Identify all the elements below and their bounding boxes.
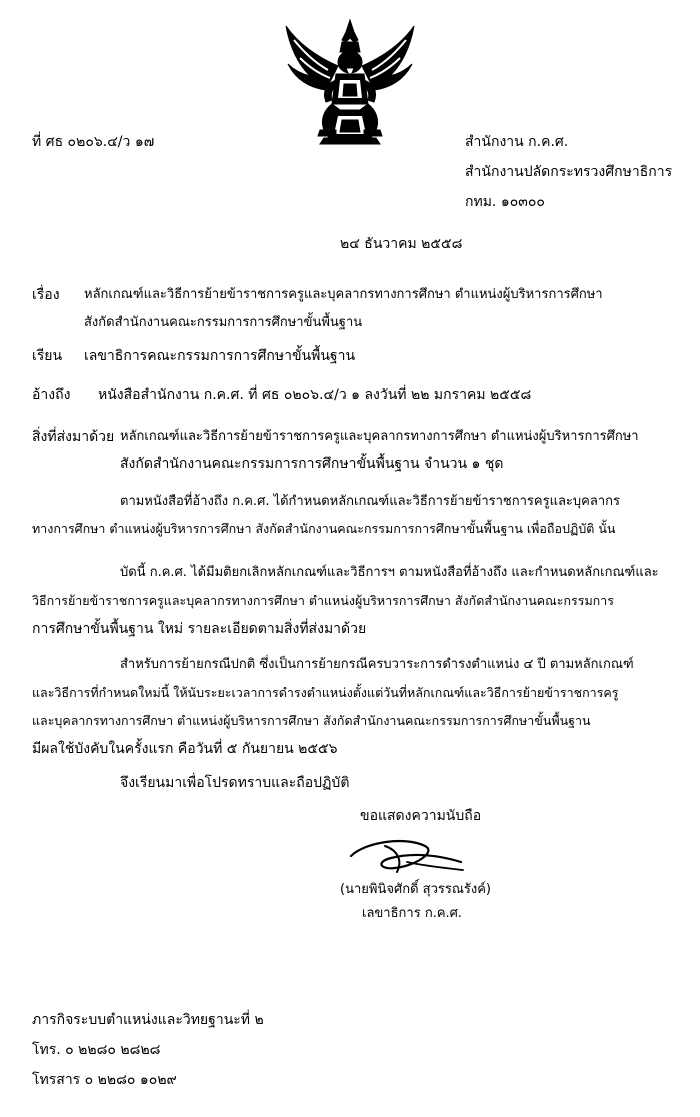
body-p1-line-1: ตามหนังสือที่อ้างถึง ก.ค.ศ. ได้กำหนดหลักเกณฑ์และวิธีการย้ายข้าราชการครูและบุคลากร	[120, 494, 620, 509]
footer-telephone: โทร. ๐ ๒๒๘๐ ๒๘๒๘	[32, 1042, 161, 1058]
body-p3-line-4: มีผลใช้บังคับในครั้งแรก คือวันที่ ๕ กันยายน ๒๕๕๖	[32, 741, 338, 757]
office-name: สำนักงาน ก.ค.ศ.	[465, 134, 569, 150]
subject-line-2: สังกัดสำนักงานคณะกรรมการการศึกษาขั้นพื้นฐาน	[84, 315, 363, 330]
handwritten-signature	[345, 832, 465, 877]
garuda-emblem	[280, 18, 420, 146]
footer-fax: โทรสาร ๐ ๒๒๘๐ ๑๐๒๙	[32, 1072, 177, 1088]
enclosure-label: สิ่งที่ส่งมาด้วย	[32, 429, 115, 445]
office-postcode: กทม. ๑๐๓๐๐	[465, 194, 545, 210]
subject-label: เรื่อง	[32, 287, 60, 303]
body-p3-line-1: สำหรับการย้ายกรณีปกติ ซึ่งเป็นการย้ายกรณีครบวาระการดำรงตำแหน่ง ๔ ปี ตามหลักเกณฑ์	[120, 657, 634, 672]
reference-value: หนังสือสำนักงาน ก.ค.ศ. ที่ ศธ ๐๒๐๖.๔/ว ๑ ลงวันที่ ๒๒ มกราคม ๒๕๕๘	[98, 387, 532, 403]
office-department: สำนักงานปลัดกระทรวงศึกษาธิการ	[465, 164, 673, 180]
salutation: ขอแสดงความนับถือ	[360, 808, 482, 824]
subject-line-1: หลักเกณฑ์และวิธีการย้ายข้าราชการครูและบุคลากรทางการศึกษา ตำแหน่งผู้บริหารการศึกษา	[84, 287, 603, 302]
body-p2-line-3: การศึกษาขั้นพื้นฐาน ใหม่ รายละเอียดตามสิ่งที่ส่งมาด้วย	[32, 621, 367, 637]
letter-date: ๒๔ ธันวาคม ๒๕๕๘	[340, 236, 463, 252]
recipient-value: เลขาธิการคณะกรรมการการศึกษาขั้นพื้นฐาน	[84, 348, 356, 364]
reference-number: ที่ ศธ ๐๒๐๖.๔/ว ๑๗	[32, 134, 155, 150]
signatory-position: เลขาธิการ ก.ค.ศ.	[362, 906, 463, 921]
body-p3-line-3: และบุคลากรทางการศึกษา ตำแหน่งผู้บริหารการศึกษา สังกัดสำนักงานคณะกรรมการการศึกษาขั้นพื้นฐาน	[32, 713, 591, 728]
enclosure-line-1: หลักเกณฑ์และวิธีการย้ายข้าราชการครูและบุคลากรทางการศึกษา ตำแหน่งผู้บริหารการศึกษา	[120, 429, 639, 444]
body-p2-line-2: วิธีการย้ายข้าราชการครูและบุคลากรทางการศึกษา ตำแหน่งผู้บริหารการศึกษา สังกัดสำนักงานคณะกรรมการ	[32, 593, 614, 608]
signatory-name: (นายพินิจศักดิ์ สุวรรณรังค์)	[340, 882, 492, 897]
closing-line: จึงเรียนมาเพื่อโปรดทราบและถือปฏิบัติ	[120, 775, 350, 791]
enclosure-line-2: สังกัดสำนักงานคณะกรรมการการศึกษาขั้นพื้นฐาน จำนวน ๑ ชุด	[120, 456, 504, 472]
body-p1-line-2: ทางการศึกษา ตำแหน่งผู้บริหารการศึกษา สังกัดสำนักงานคณะกรรมการการศึกษาขั้นพื้นฐาน เพื่อถือปฏิบัติ นั้น	[32, 521, 616, 536]
body-p3-line-2: และวิธีการที่กำหนดใหม่นี้ ให้นับระยะเวลาการดำรงตำแหน่งตั้งแต่วันที่หลักเกณฑ์และวิธีการย้ายข้าราชการครู	[32, 685, 619, 700]
reference-label: อ้างถึง	[32, 387, 71, 403]
body-p2-line-1: บัดนี้ ก.ค.ศ. ได้มีมติยกเลิกหลักเกณฑ์และวิธีการฯ ตามหนังสือที่อ้างถึง และกำหนดหลักเกณฑ์และ	[120, 565, 659, 580]
recipient-label: เรียน	[32, 348, 63, 364]
footer-unit: ภารกิจระบบตำแหน่งและวิทยฐานะที่ ๒	[32, 1012, 264, 1028]
